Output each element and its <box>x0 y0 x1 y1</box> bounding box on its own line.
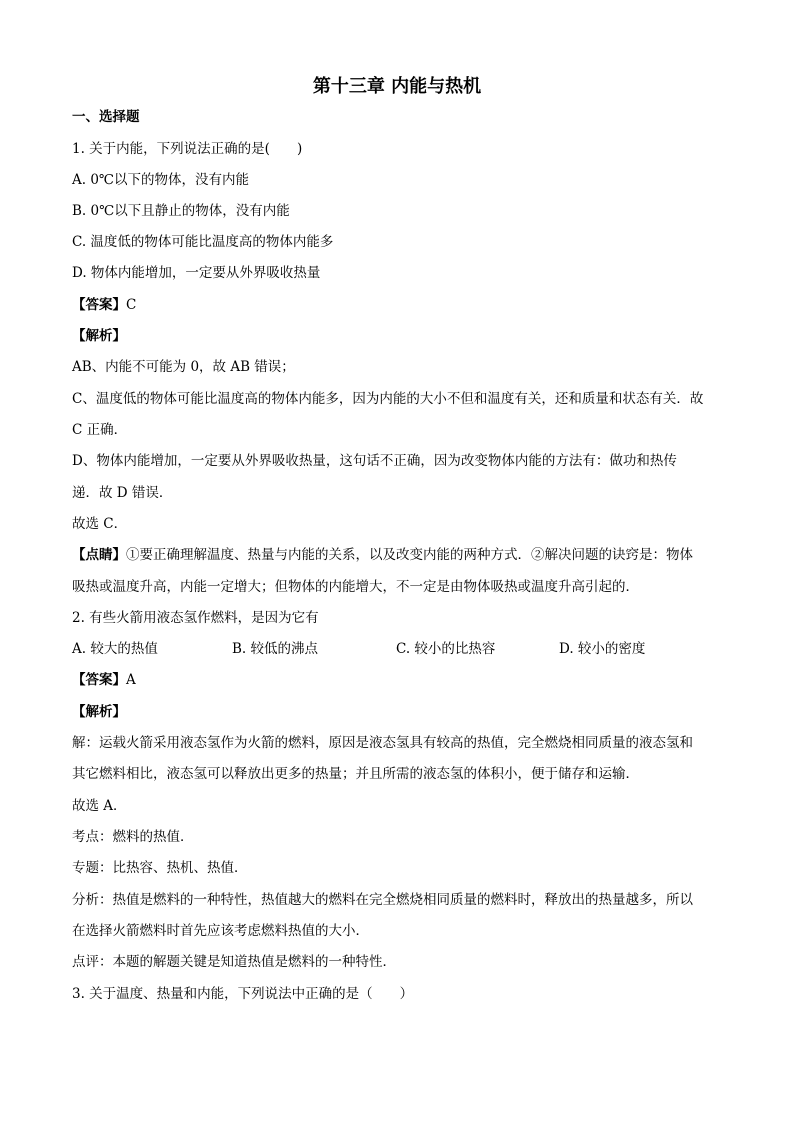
answer-value: A <box>126 672 136 688</box>
q2-analysis-line: 解：运载火箭采用液态氢作为火箭的燃料，原因是液态氢具有较高的热值，完全燃烧相同质量的液态氢和 <box>72 735 693 751</box>
q1-stem: 1. 关于内能，下列说法正确的是( ) <box>72 141 303 157</box>
section-heading: 一、选择题 <box>72 109 140 125</box>
q1-analysis-line: 故选 C． <box>72 516 128 532</box>
q2-analysis-line: 其它燃料相比，液态氢可以释放出更多的热量；并且所需的液态氢的体积小，便于储存和运输． <box>72 766 639 782</box>
q1-analysis-line: 递．故 D 错误． <box>72 485 173 501</box>
answer-value: C <box>126 297 137 313</box>
q1-option-c: C. 温度低的物体可能比温度高的物体内能多 <box>72 234 334 250</box>
q1-analysis-line: C、温度低的物体可能比温度高的物体内能多，因为内能的大小不但和温度有关，还和质量和状态有关．故 <box>72 391 704 407</box>
q2-stem: 2. 有些火箭用液态氢作燃料，是因为它有 <box>72 610 319 626</box>
q2-option-a: A. 较大的热值 <box>72 641 158 657</box>
q1-analysis-line: D、物体内能增加，一定要从外界吸收热量，这句话不正确，因为改变物体内能的方法有：做功和热传 <box>72 453 677 469</box>
q2-option-c: C. 较小的比热容 <box>396 641 496 657</box>
comment-tag: 【点睛】 <box>72 547 126 563</box>
q1-comment-line: 吸热或温度升高，内能一定增大；但物体的内能增大，不一定是由物体吸热或温度升高引起的． <box>72 579 639 595</box>
q2-analysis-line: 故选 A． <box>72 798 127 814</box>
q2-analysis-tag: 【解析】 <box>72 704 126 720</box>
q1-analysis-line: C 正确． <box>72 422 128 438</box>
q2-answer <box>72 671 136 689</box>
q2-analysis-line: 分析：热值是燃料的一种特性，热值越大的燃料在完全燃烧相同质量的燃料时，释放出的热量越多，所以 <box>72 892 693 908</box>
answer-tag: 【答案】 <box>72 297 126 313</box>
q1-answer <box>72 296 136 314</box>
q1-option-d: D. 物体内能增加，一定要从外界吸收热量 <box>72 265 321 281</box>
q1-analysis-line: AB、内能不可能为 0，故 AB 错误； <box>72 359 295 375</box>
q2-option-b: B. 较低的沸点 <box>232 641 319 657</box>
chapter-title: 第十三章 内能与热机 <box>312 76 482 97</box>
q1-option-a: A. 0℃以下的物体，没有内能 <box>72 172 250 188</box>
q1-analysis-tag: 【解析】 <box>72 328 126 344</box>
q1-comment <box>72 546 693 564</box>
answer-tag: 【答案】 <box>72 672 126 688</box>
q3-stem: 3. 关于温度、热量和内能，下列说法中正确的是（ ） <box>72 986 414 1002</box>
q2-analysis-line: 考点：燃料的热值． <box>72 829 194 845</box>
q2-option-d: D. 较小的密度 <box>559 641 646 657</box>
q1-option-b: B. 0℃以下且静止的物体，没有内能 <box>72 203 290 219</box>
q2-analysis-line: 在选择火箭燃料时首先应该考虑燃料热值的大小． <box>72 923 369 939</box>
comment-line: ①要正确理解温度、热量与内能的关系，以及改变内能的两种方式．②解决问题的诀窍是：物体 <box>126 547 693 563</box>
q2-analysis-line: 专题：比热容、热机、热值． <box>72 860 248 876</box>
q2-analysis-line: 点评：本题的解题关键是知道热值是燃料的一种特性． <box>72 954 396 970</box>
